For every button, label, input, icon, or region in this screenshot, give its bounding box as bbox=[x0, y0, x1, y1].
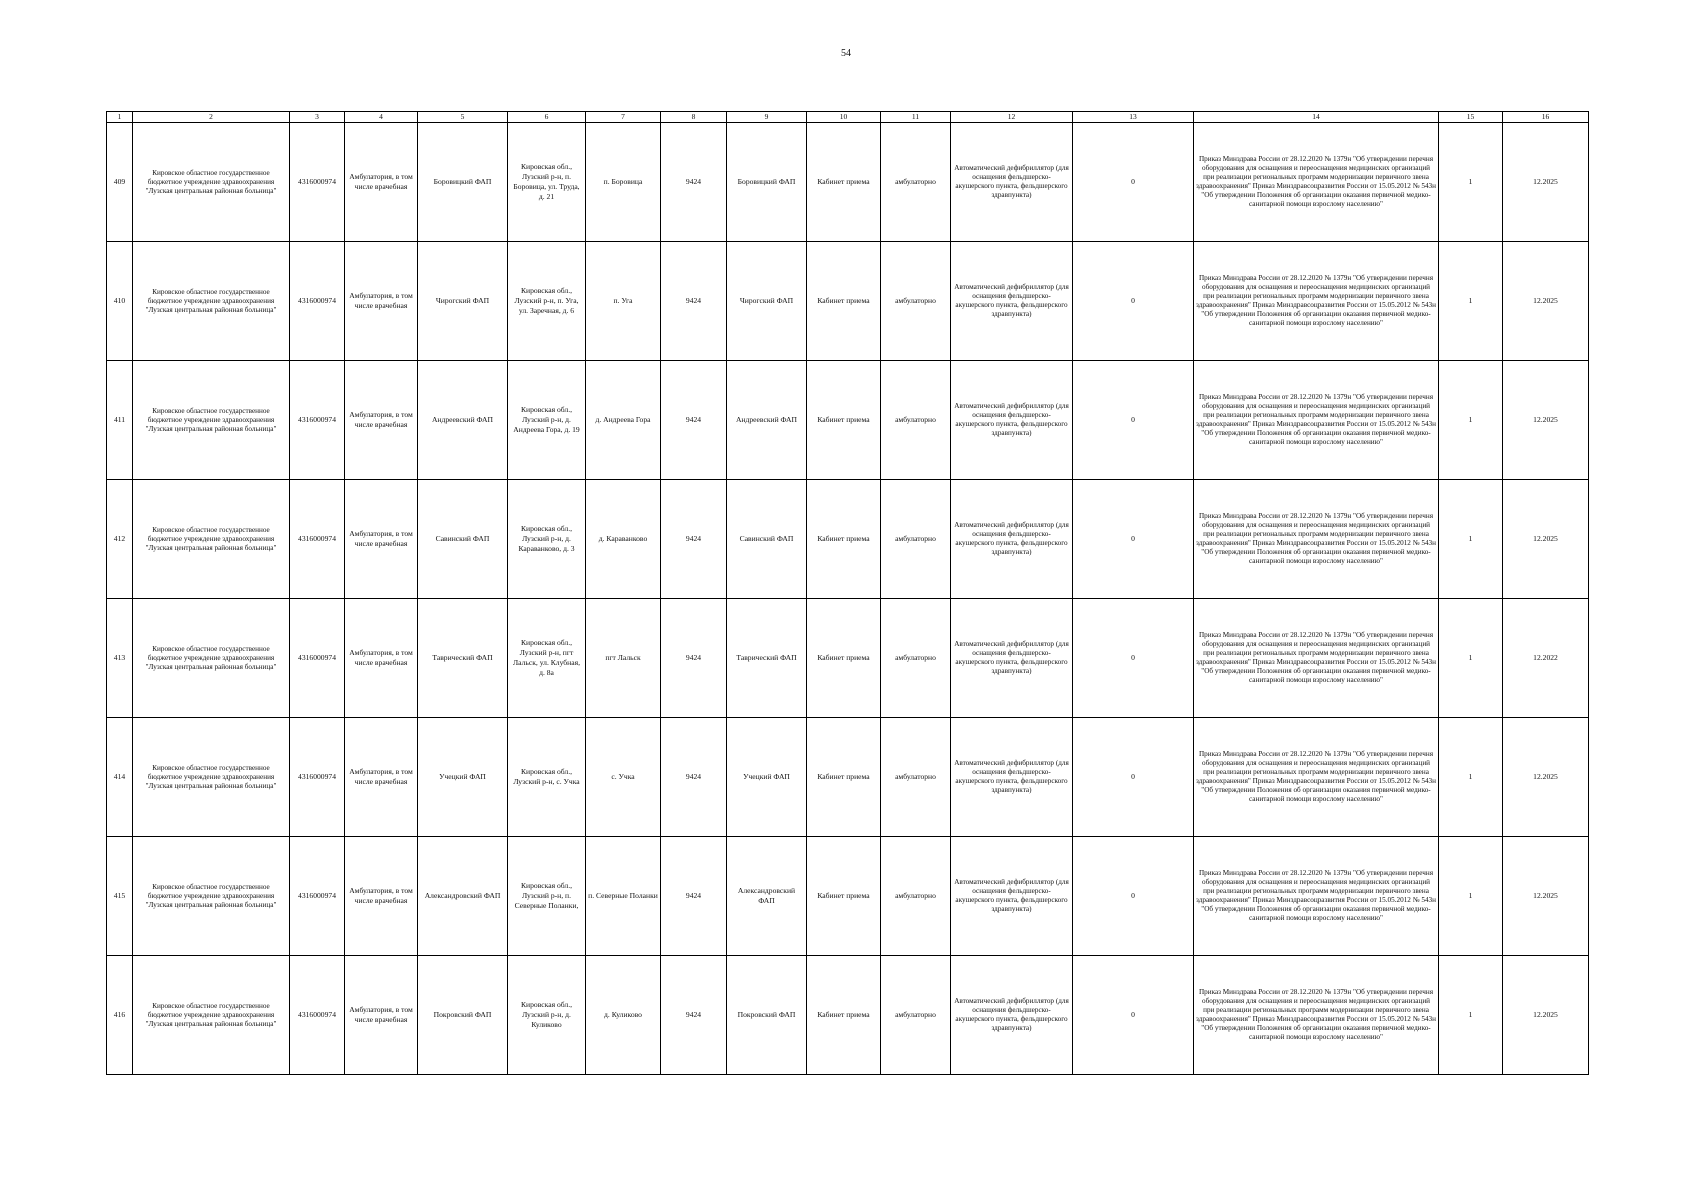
cell-department: Александровский ФАП bbox=[727, 837, 807, 956]
cell-row-number: 414 bbox=[107, 718, 133, 837]
cell-room: Кабинет приема bbox=[807, 361, 881, 480]
cell-legal-basis: Приказ Минздрава России от 28.12.2020 № 1379н "Об утверждении перечня оборудования для оснащения и переоснащения медицинских организаций при реализации региональных программ модернизации первичного звена здравоохранения" Приказ Минздравсоцразвития России от 15.05.2012 № 543н "Об утверждении Положения об организации оказания первичной медико-санитарной помощи взрослому населению" bbox=[1194, 837, 1439, 956]
cell-quantity-existing: 0 bbox=[1073, 837, 1194, 956]
column-header-12: 12 bbox=[951, 112, 1073, 123]
cell-unit-name: Андреевский ФАП bbox=[418, 361, 508, 480]
cell-quantity-existing: 0 bbox=[1073, 956, 1194, 1075]
column-header-9: 9 bbox=[727, 112, 807, 123]
cell-equipment-name: Автоматический дефибриллятор (для оснащения фельдшерско-акушерского пункта, фельдшерского здравпункта) bbox=[951, 956, 1073, 1075]
cell-row-number: 413 bbox=[107, 599, 133, 718]
column-header-3: 3 bbox=[290, 112, 345, 123]
cell-equipment-name: Автоматический дефибриллятор (для оснащения фельдшерско-акушерского пункта, фельдшерского здравпункта) bbox=[951, 361, 1073, 480]
cell-inn: 4316000974 bbox=[290, 361, 345, 480]
cell-department: Учецкий ФАП bbox=[727, 718, 807, 837]
column-header-7: 7 bbox=[586, 112, 661, 123]
cell-row-number: 409 bbox=[107, 123, 133, 242]
page-number: 54 bbox=[841, 48, 851, 59]
cell-facility-type: Амбулатория, в том числе врачебная bbox=[345, 480, 418, 599]
table-row bbox=[107, 361, 1589, 480]
cell-equipment-name: Автоматический дефибриллятор (для оснащения фельдшерско-акушерского пункта, фельдшерского здравпункта) bbox=[951, 837, 1073, 956]
cell-organization-name: Кировское областное государственное бюджетное учреждение здравоохранения "Лузская центральная районная больница" bbox=[133, 837, 290, 956]
cell-quantity-existing: 0 bbox=[1073, 123, 1194, 242]
cell-inn: 4316000974 bbox=[290, 956, 345, 1075]
cell-address: Кировская обл., Лузский р-н, п. Уга, ул. Заречная, д. 6 bbox=[508, 242, 586, 361]
cell-room: Кабинет приема bbox=[807, 480, 881, 599]
cell-equipment-name: Автоматический дефибриллятор (для оснащения фельдшерско-акушерского пункта, фельдшерского здравпункта) bbox=[951, 718, 1073, 837]
column-header-2: 2 bbox=[133, 112, 290, 123]
cell-code: 9424 bbox=[661, 599, 727, 718]
cell-organization-name: Кировское областное государственное бюджетное учреждение здравоохранения "Лузская центральная районная больница" bbox=[133, 718, 290, 837]
column-header-14: 14 bbox=[1194, 112, 1439, 123]
cell-quantity-required: 1 bbox=[1439, 361, 1503, 480]
cell-organization-name: Кировское областное государственное бюджетное учреждение здравоохранения "Лузская центральная районная больница" bbox=[133, 123, 290, 242]
cell-settlement: с. Учка bbox=[586, 718, 661, 837]
cell-quantity-required: 1 bbox=[1439, 956, 1503, 1075]
cell-inn: 4316000974 bbox=[290, 123, 345, 242]
cell-organization-name: Кировское областное государственное бюджетное учреждение здравоохранения "Лузская центральная районная больница" bbox=[133, 599, 290, 718]
cell-care-form: амбулаторно bbox=[881, 242, 951, 361]
cell-settlement: п. Уга bbox=[586, 242, 661, 361]
cell-room: Кабинет приема bbox=[807, 956, 881, 1075]
cell-care-form: амбулаторно bbox=[881, 480, 951, 599]
cell-unit-name: Александровский ФАП bbox=[418, 837, 508, 956]
cell-equipment-name: Автоматический дефибриллятор (для оснащения фельдшерско-акушерского пункта, фельдшерского здравпункта) bbox=[951, 480, 1073, 599]
cell-department: Савинский ФАП bbox=[727, 480, 807, 599]
cell-organization-name: Кировское областное государственное бюджетное учреждение здравоохранения "Лузская центральная районная больница" bbox=[133, 956, 290, 1075]
cell-quantity-required: 1 bbox=[1439, 718, 1503, 837]
cell-department: Чирогский ФАП bbox=[727, 242, 807, 361]
cell-department: Таврический ФАП bbox=[727, 599, 807, 718]
cell-row-number: 411 bbox=[107, 361, 133, 480]
cell-address: Кировская обл., Лузский р-н, п. Северные Поланки, bbox=[508, 837, 586, 956]
column-header-15: 15 bbox=[1439, 112, 1503, 123]
cell-inn: 4316000974 bbox=[290, 599, 345, 718]
cell-legal-basis: Приказ Минздрава России от 28.12.2020 № 1379н "Об утверждении перечня оборудования для оснащения и переоснащения медицинских организаций при реализации региональных программ модернизации первичного звена здравоохранения" Приказ Минздравсоцразвития России от 15.05.2012 № 543н "Об утверждении Положения об организации оказания первичной медико-санитарной помощи взрослому населению" bbox=[1194, 718, 1439, 837]
header-row bbox=[107, 112, 1589, 123]
cell-room: Кабинет приема bbox=[807, 599, 881, 718]
table-body bbox=[107, 123, 1589, 1075]
cell-settlement: пгт Лальск bbox=[586, 599, 661, 718]
cell-address: Кировская обл., Лузский р-н, д. Куликово bbox=[508, 956, 586, 1075]
cell-care-form: амбулаторно bbox=[881, 837, 951, 956]
cell-quantity-existing: 0 bbox=[1073, 361, 1194, 480]
table-row bbox=[107, 480, 1589, 599]
cell-deadline: 12.2025 bbox=[1503, 123, 1589, 242]
cell-quantity-required: 1 bbox=[1439, 837, 1503, 956]
cell-unit-name: Савинский ФАП bbox=[418, 480, 508, 599]
cell-facility-type: Амбулатория, в том числе врачебная bbox=[345, 123, 418, 242]
cell-deadline: 12.2025 bbox=[1503, 361, 1589, 480]
cell-organization-name: Кировское областное государственное бюджетное учреждение здравоохранения "Лузская центральная районная больница" bbox=[133, 242, 290, 361]
cell-unit-name: Боровицкий ФАП bbox=[418, 123, 508, 242]
cell-unit-name: Чирогский ФАП bbox=[418, 242, 508, 361]
cell-care-form: амбулаторно bbox=[881, 718, 951, 837]
column-header-10: 10 bbox=[807, 112, 881, 123]
table-row bbox=[107, 123, 1589, 242]
cell-code: 9424 bbox=[661, 361, 727, 480]
cell-code: 9424 bbox=[661, 837, 727, 956]
cell-deadline: 12.2025 bbox=[1503, 242, 1589, 361]
cell-code: 9424 bbox=[661, 480, 727, 599]
cell-row-number: 416 bbox=[107, 956, 133, 1075]
cell-row-number: 412 bbox=[107, 480, 133, 599]
cell-quantity-required: 1 bbox=[1439, 123, 1503, 242]
column-header-16: 16 bbox=[1503, 112, 1589, 123]
table-row bbox=[107, 837, 1589, 956]
cell-legal-basis: Приказ Минздрава России от 28.12.2020 № 1379н "Об утверждении перечня оборудования для оснащения и переоснащения медицинских организаций при реализации региональных программ модернизации первичного звена здравоохранения" Приказ Минздравсоцразвития России от 15.05.2012 № 543н "Об утверждении Положения об организации оказания первичной медико-санитарной помощи взрослому населению" bbox=[1194, 956, 1439, 1075]
table-header bbox=[107, 112, 1589, 123]
cell-facility-type: Амбулатория, в том числе врачебная bbox=[345, 599, 418, 718]
table-row bbox=[107, 599, 1589, 718]
cell-settlement: п. Северные Поланки bbox=[586, 837, 661, 956]
cell-inn: 4316000974 bbox=[290, 242, 345, 361]
column-header-5: 5 bbox=[418, 112, 508, 123]
cell-facility-type: Амбулатория, в том числе врачебная bbox=[345, 242, 418, 361]
cell-code: 9424 bbox=[661, 718, 727, 837]
cell-deadline: 12.2022 bbox=[1503, 599, 1589, 718]
cell-care-form: амбулаторно bbox=[881, 956, 951, 1075]
cell-inn: 4316000974 bbox=[290, 718, 345, 837]
cell-address: Кировская обл., Лузский р-н, д. Караванково, д. 3 bbox=[508, 480, 586, 599]
cell-facility-type: Амбулатория, в том числе врачебная bbox=[345, 837, 418, 956]
cell-quantity-existing: 0 bbox=[1073, 599, 1194, 718]
cell-unit-name: Покровский ФАП bbox=[418, 956, 508, 1075]
cell-organization-name: Кировское областное государственное бюджетное учреждение здравоохранения "Лузская центральная районная больница" bbox=[133, 361, 290, 480]
cell-department: Боровицкий ФАП bbox=[727, 123, 807, 242]
cell-code: 9424 bbox=[661, 123, 727, 242]
cell-department: Андреевский ФАП bbox=[727, 361, 807, 480]
cell-row-number: 415 bbox=[107, 837, 133, 956]
cell-equipment-name: Автоматический дефибриллятор (для оснащения фельдшерско-акушерского пункта, фельдшерского здравпункта) bbox=[951, 123, 1073, 242]
cell-care-form: амбулаторно bbox=[881, 599, 951, 718]
cell-organization-name: Кировское областное государственное бюджетное учреждение здравоохранения "Лузская центральная районная больница" bbox=[133, 480, 290, 599]
cell-quantity-existing: 0 bbox=[1073, 480, 1194, 599]
cell-deadline: 12.2025 bbox=[1503, 956, 1589, 1075]
cell-care-form: амбулаторно bbox=[881, 123, 951, 242]
table-row bbox=[107, 956, 1589, 1075]
column-header-4: 4 bbox=[345, 112, 418, 123]
cell-code: 9424 bbox=[661, 956, 727, 1075]
table-row bbox=[107, 242, 1589, 361]
cell-quantity-existing: 0 bbox=[1073, 242, 1194, 361]
cell-legal-basis: Приказ Минздрава России от 28.12.2020 № 1379н "Об утверждении перечня оборудования для оснащения и переоснащения медицинских организаций при реализации региональных программ модернизации первичного звена здравоохранения" Приказ Минздравсоцразвития России от 15.05.2012 № 543н "Об утверждении Положения об организации оказания первичной медико-санитарной помощи взрослому населению" bbox=[1194, 123, 1439, 242]
cell-deadline: 12.2025 bbox=[1503, 480, 1589, 599]
cell-room: Кабинет приема bbox=[807, 242, 881, 361]
cell-unit-name: Таврический ФАП bbox=[418, 599, 508, 718]
cell-care-form: амбулаторно bbox=[881, 361, 951, 480]
cell-settlement: п. Боровица bbox=[586, 123, 661, 242]
cell-room: Кабинет приема bbox=[807, 123, 881, 242]
cell-inn: 4316000974 bbox=[290, 480, 345, 599]
cell-equipment-name: Автоматический дефибриллятор (для оснащения фельдшерско-акушерского пункта, фельдшерского здравпункта) bbox=[951, 599, 1073, 718]
cell-room: Кабинет приема bbox=[807, 837, 881, 956]
column-header-8: 8 bbox=[661, 112, 727, 123]
cell-department: Покровский ФАП bbox=[727, 956, 807, 1075]
cell-settlement: д. Караванково bbox=[586, 480, 661, 599]
column-header-6: 6 bbox=[508, 112, 586, 123]
cell-settlement: д. Андреева Гора bbox=[586, 361, 661, 480]
cell-quantity-existing: 0 bbox=[1073, 718, 1194, 837]
cell-equipment-name: Автоматический дефибриллятор (для оснащения фельдшерско-акушерского пункта, фельдшерского здравпункта) bbox=[951, 242, 1073, 361]
cell-quantity-required: 1 bbox=[1439, 599, 1503, 718]
cell-settlement: д. Куликово bbox=[586, 956, 661, 1075]
cell-deadline: 12.2025 bbox=[1503, 718, 1589, 837]
cell-deadline: 12.2025 bbox=[1503, 837, 1589, 956]
cell-unit-name: Учецкий ФАП bbox=[418, 718, 508, 837]
cell-address: Кировская обл., Лузский р-н, пгт Лальск, ул. Клубная, д. 8а bbox=[508, 599, 586, 718]
equipment-register-table bbox=[106, 111, 1589, 1075]
column-header-13: 13 bbox=[1073, 112, 1194, 123]
cell-quantity-required: 1 bbox=[1439, 242, 1503, 361]
cell-legal-basis: Приказ Минздрава России от 28.12.2020 № 1379н "Об утверждении перечня оборудования для оснащения и переоснащения медицинских организаций при реализации региональных программ модернизации первичного звена здравоохранения" Приказ Минздравсоцразвития России от 15.05.2012 № 543н "Об утверждении Положения об организации оказания первичной медико-санитарной помощи взрослому населению" bbox=[1194, 361, 1439, 480]
table-row bbox=[107, 718, 1589, 837]
cell-facility-type: Амбулатория, в том числе врачебная bbox=[345, 361, 418, 480]
cell-code: 9424 bbox=[661, 242, 727, 361]
cell-address: Кировская обл., Лузский р-н, с. Учка bbox=[508, 718, 586, 837]
cell-facility-type: Амбулатория, в том числе врачебная bbox=[345, 956, 418, 1075]
cell-legal-basis: Приказ Минздрава России от 28.12.2020 № 1379н "Об утверждении перечня оборудования для оснащения и переоснащения медицинских организаций при реализации региональных программ модернизации первичного звена здравоохранения" Приказ Минздравсоцразвития России от 15.05.2012 № 543н "Об утверждении Положения об организации оказания первичной медико-санитарной помощи взрослому населению" bbox=[1194, 480, 1439, 599]
cell-quantity-required: 1 bbox=[1439, 480, 1503, 599]
cell-facility-type: Амбулатория, в том числе врачебная bbox=[345, 718, 418, 837]
cell-inn: 4316000974 bbox=[290, 837, 345, 956]
cell-legal-basis: Приказ Минздрава России от 28.12.2020 № 1379н "Об утверждении перечня оборудования для оснащения и переоснащения медицинских организаций при реализации региональных программ модернизации первичного звена здравоохранения" Приказ Минздравсоцразвития России от 15.05.2012 № 543н "Об утверждении Положения об организации оказания первичной медико-санитарной помощи взрослому населению" bbox=[1194, 599, 1439, 718]
cell-address: Кировская обл., Лузский р-н, д. Андреева Гора, д. 19 bbox=[508, 361, 586, 480]
cell-address: Кировская обл., Лузский р-н, п. Боровица, ул. Труда, д. 21 bbox=[508, 123, 586, 242]
column-header-11: 11 bbox=[881, 112, 951, 123]
column-header-1: 1 bbox=[107, 112, 133, 123]
cell-row-number: 410 bbox=[107, 242, 133, 361]
cell-room: Кабинет приема bbox=[807, 718, 881, 837]
cell-legal-basis: Приказ Минздрава России от 28.12.2020 № 1379н "Об утверждении перечня оборудования для оснащения и переоснащения медицинских организаций при реализации региональных программ модернизации первичного звена здравоохранения" Приказ Минздравсоцразвития России от 15.05.2012 № 543н "Об утверждении Положения об организации оказания первичной медико-санитарной помощи взрослому населению" bbox=[1194, 242, 1439, 361]
